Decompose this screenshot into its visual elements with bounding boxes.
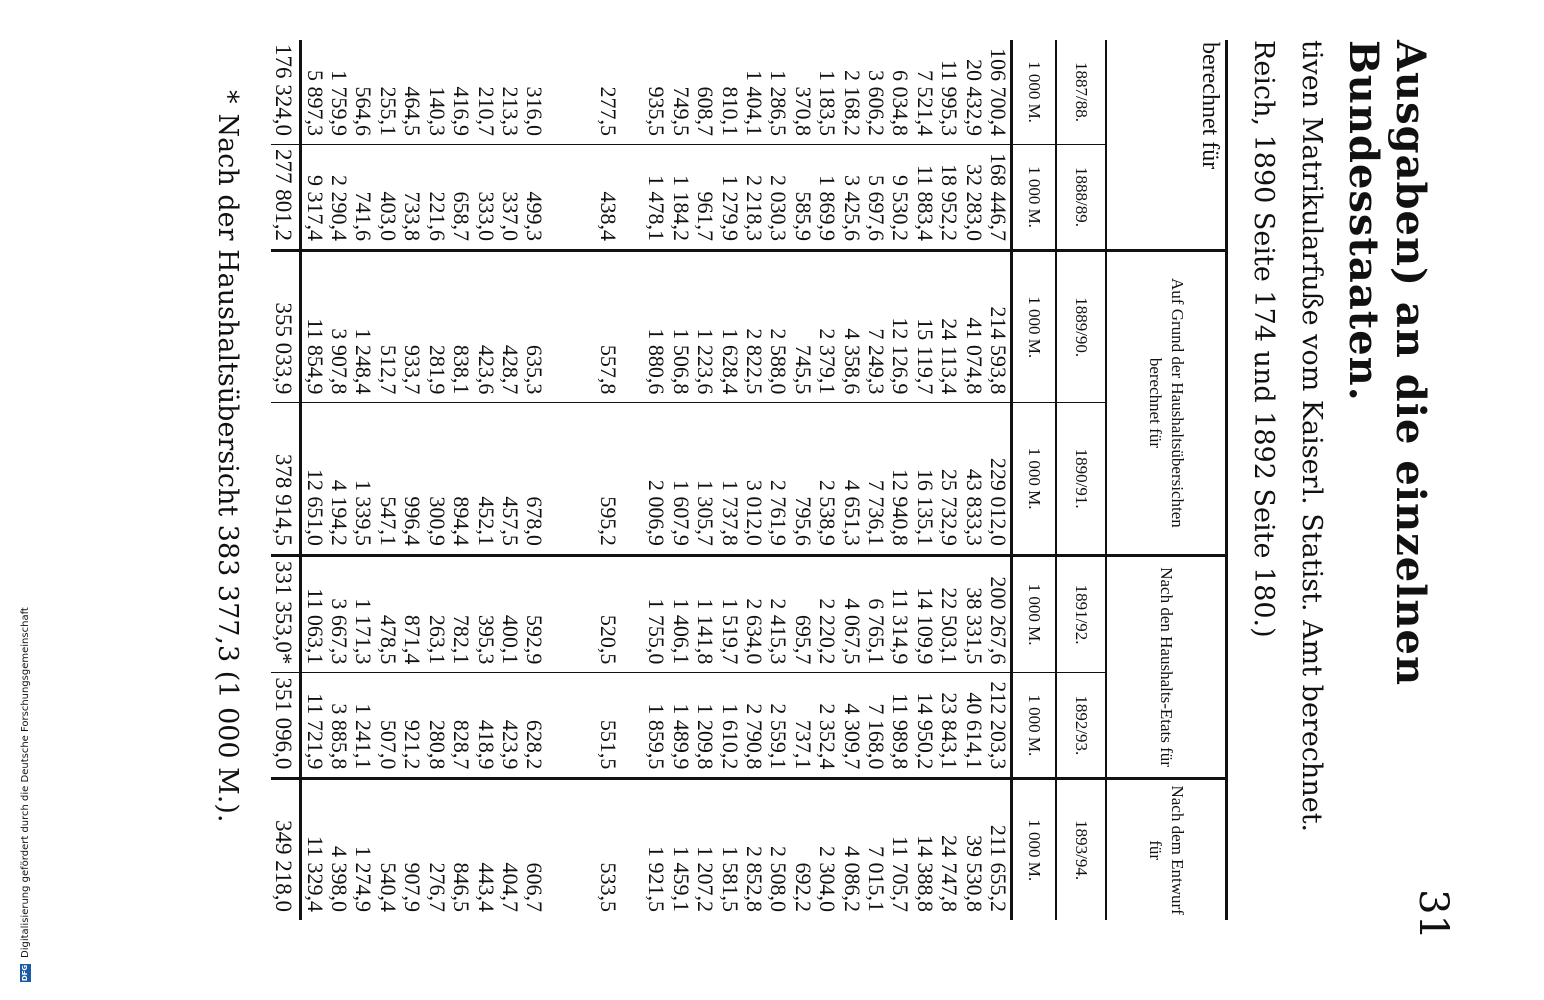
table-cell: 795,6	[790, 403, 814, 555]
table-row	[375, 40, 399, 920]
table-cell: 11 721,9	[301, 673, 327, 779]
total-cell: 355 033,9	[271, 251, 301, 403]
table-row	[766, 40, 790, 920]
table-cell	[546, 779, 570, 920]
table-row	[912, 40, 936, 920]
table-cell: 23 843,1	[937, 673, 961, 779]
table-cell: 533,5	[595, 779, 619, 920]
table-cell: 2 822,5	[742, 251, 766, 403]
table-cell: 810,1	[717, 86, 743, 136]
table-cell: 20 432,9	[961, 59, 987, 136]
table-cell	[546, 403, 570, 555]
table-cell: 737,1	[790, 673, 814, 779]
table-row	[839, 40, 863, 920]
table-cell: 1 478,1	[644, 145, 668, 251]
table-cell: 838,1	[449, 251, 473, 403]
table-row	[937, 40, 961, 920]
header-berechnet: berechnet für	[1197, 42, 1223, 170]
table-cell: 11 329,4	[301, 779, 327, 920]
table-cell: 2 006,9	[644, 403, 668, 555]
table-cell: 2 220,2	[815, 555, 839, 673]
table-row	[864, 40, 888, 920]
table-cell: 507,0	[375, 673, 399, 779]
table-cell: 3 885,8	[327, 673, 351, 779]
table-cell: 11 705,7	[888, 779, 912, 920]
unit-header: 1 000 M.	[1012, 40, 1057, 145]
totals-row	[271, 40, 301, 920]
header-group-haushaltsuebersichten: Auf Grund der Haushaltsübersichten berechnet für	[1106, 251, 1227, 556]
table-cell: 628,2	[522, 673, 546, 779]
table-row	[790, 40, 814, 920]
table-cell: 2 415,3	[766, 555, 790, 673]
table-row	[986, 40, 1012, 920]
table-cell: 585,9	[790, 145, 814, 251]
table-cell: 14 950,2	[912, 673, 936, 779]
table-cell: 4 309,7	[839, 673, 863, 779]
table-cell: 140,3	[424, 86, 450, 136]
unit-header: 1 000 M.	[1012, 145, 1057, 251]
table-cell: 1 404,1	[741, 70, 767, 136]
table-cell: 1 459,1	[668, 779, 692, 920]
table-cell: 745,5	[790, 251, 814, 403]
table-cell: 695,7	[790, 555, 814, 673]
table-cell: 557,8	[595, 251, 619, 403]
table-cell: 1 737,8	[717, 403, 741, 555]
table-row	[668, 40, 692, 920]
table-cell: 4 194,2	[327, 403, 351, 555]
subtitle-line-1: tiven Matrikularfuße vom Kaiserl. Statist. Amt berechnet.	[1296, 40, 1327, 833]
table-row	[498, 40, 522, 920]
unit-header: 1 000 M.	[1012, 673, 1057, 779]
table-row	[449, 40, 473, 920]
table-cell: 1 759,9	[327, 70, 353, 136]
table-cell: 14 388,8	[912, 779, 936, 920]
total-cell: 351 096,0	[271, 673, 301, 779]
table-cell: 316,0	[522, 86, 548, 136]
year-header: 1887/88.	[1056, 40, 1106, 145]
table-cell: 6 765,1	[864, 555, 888, 673]
table-cell: 3 667,3	[327, 555, 351, 673]
table-row-empty	[546, 40, 570, 920]
table-row	[351, 40, 375, 920]
table-cell: 782,1	[449, 555, 473, 673]
header-group-entwurf: Nach dem Entwurf für	[1106, 779, 1227, 920]
table-cell: 9 317,4	[301, 145, 327, 251]
table-cell: 2 030,3	[766, 145, 790, 251]
table-cell: 212 203,3	[986, 673, 1012, 779]
budget-table	[271, 40, 1228, 920]
year-header: 1891/92.	[1056, 555, 1106, 673]
table-cell: 18 952,2	[937, 145, 961, 251]
table-cell: 24 113,4	[937, 251, 961, 403]
table-cell: 921,2	[400, 673, 424, 779]
table-cell: 2 790,8	[742, 673, 766, 779]
unit-header: 1 000 M.	[1012, 403, 1057, 555]
table-cell: 11 989,8	[888, 673, 912, 779]
table-row-empty	[571, 40, 595, 920]
table-cell: 1 628,4	[717, 251, 741, 403]
table-row	[815, 40, 839, 920]
table-cell: 1 183,5	[815, 70, 841, 136]
table-row	[888, 40, 912, 920]
table-cell: 1 880,6	[644, 251, 668, 403]
table-cell: 12 126,9	[888, 251, 912, 403]
table-cell: 2 304,0	[815, 779, 839, 920]
table-cell: 733,8	[400, 145, 424, 251]
table-cell	[546, 673, 570, 779]
table-cell: 2 559,1	[766, 673, 790, 779]
table-row	[424, 40, 448, 920]
table-cell: 464,5	[400, 86, 426, 136]
table-cell	[571, 403, 595, 555]
table-cell: 9 530,2	[888, 145, 912, 251]
table-cell: 4 358,6	[839, 251, 863, 403]
table-cell: 395,3	[473, 555, 497, 673]
table-cell: 11 063,1	[301, 555, 327, 673]
table-row	[301, 40, 327, 920]
table-row	[400, 40, 424, 920]
table-cell	[546, 145, 570, 251]
table-row	[522, 40, 546, 920]
table-cell: 200 267,6	[986, 555, 1012, 673]
table-cell: 933,7	[400, 251, 424, 403]
table-cell: 1 171,3	[351, 555, 375, 673]
table-cell: 457,5	[498, 403, 522, 555]
table-cell: 11 314,9	[888, 555, 912, 673]
header-group-haushalts-etats: Nach den Haushalts-Etats für	[1106, 555, 1227, 779]
table-cell	[571, 673, 595, 779]
table-cell: 2 852,8	[742, 779, 766, 920]
table-cell: 2 290,4	[327, 145, 351, 251]
table-cell: 7 736,1	[864, 403, 888, 555]
table-cell	[620, 673, 644, 779]
table-cell: 24 747,8	[937, 779, 961, 920]
footnote-text: Nach der Haushaltsübersicht 383 377,3 (1 000 M.).	[211, 113, 243, 823]
table-cell: 4 086,2	[839, 779, 863, 920]
table-cell: 276,7	[424, 779, 448, 920]
table-cell: 1 921,5	[644, 779, 668, 920]
table-cell	[571, 555, 595, 673]
table-cell: 2 379,1	[815, 251, 839, 403]
table-cell	[620, 403, 644, 555]
year-header: 1889/90.	[1056, 251, 1106, 403]
table-row	[742, 40, 766, 920]
table-cell: 404,7	[498, 779, 522, 920]
table-cell: 2 168,2	[839, 70, 865, 136]
subtitle-line-2: Reich, 1890 Seite 174 und 1892 Seite 180.)	[1248, 40, 1279, 638]
year-header: 1893/94.	[1056, 779, 1106, 920]
table-cell: 214 593,8	[986, 251, 1012, 403]
table-cell: 1 506,8	[668, 251, 692, 403]
table-cell: 996,4	[400, 403, 424, 555]
table-cell: 15 119,7	[912, 251, 936, 403]
table-cell: 337,0	[498, 145, 522, 251]
table-cell: 168 446,7	[986, 145, 1012, 251]
table-cell: 678,0	[522, 403, 546, 555]
table-cell: 1 184,2	[668, 145, 692, 251]
table-cell: 43 833,3	[961, 403, 985, 555]
table-cell	[546, 40, 570, 145]
year-header: 1892/93.	[1056, 673, 1106, 779]
table-cell	[546, 555, 570, 673]
table-cell: 255,1	[375, 86, 401, 136]
table-cell: 1 141,8	[693, 555, 717, 673]
table-cell: 3 606,2	[863, 70, 889, 136]
table-cell	[571, 251, 595, 403]
table-cell: 7 168,0	[864, 673, 888, 779]
table-cell: 12 940,8	[888, 403, 912, 555]
table-cell: 1 209,8	[693, 673, 717, 779]
table-cell: 11 883,4	[912, 145, 936, 251]
table-cell	[620, 779, 644, 920]
table-cell: 16 135,1	[912, 403, 936, 555]
table-cell	[620, 251, 644, 403]
table-cell: 1 607,9	[668, 403, 692, 555]
table-cell: 106 700,4	[986, 48, 1011, 136]
table-cell: 2 588,0	[766, 251, 790, 403]
table-cell: 400,1	[498, 555, 522, 673]
footnote	[212, 90, 243, 960]
total-cell: 277 801,2	[271, 145, 301, 251]
table-cell: 4 067,5	[839, 555, 863, 673]
table-cell: 3 907,8	[327, 251, 351, 403]
table-cell: 1 489,9	[668, 673, 692, 779]
table-cell: 741,6	[351, 145, 375, 251]
table-cell: 221,6	[424, 145, 448, 251]
table-cell	[571, 145, 595, 251]
table-cell: 3 012,0	[742, 403, 766, 555]
unit-header: 1 000 M.	[1012, 779, 1057, 920]
unit-header: 1 000 M.	[1012, 251, 1057, 403]
table-row	[961, 40, 985, 920]
table-cell: 1 869,9	[815, 145, 839, 251]
table-cell: 6 034,8	[888, 70, 914, 136]
table-cell: 7 521,4	[912, 70, 938, 136]
table-cell: 1 859,5	[644, 673, 668, 779]
table-cell: 263,1	[424, 555, 448, 673]
table-cell: 11 995,3	[937, 59, 963, 136]
table-cell: 416,9	[449, 86, 475, 136]
table-cell	[620, 40, 644, 145]
table-cell: 210,7	[473, 86, 499, 136]
table-cell: 846,5	[449, 779, 473, 920]
table-cell: 370,8	[790, 86, 816, 136]
table-cell: 418,9	[473, 673, 497, 779]
table-cell: 608,7	[693, 86, 719, 136]
table-cell: 2 218,3	[742, 145, 766, 251]
table-row	[693, 40, 717, 920]
table-cell: 5 697,6	[864, 145, 888, 251]
table-cell: 1 610,2	[717, 673, 741, 779]
total-cell: 331 353,0*	[271, 555, 301, 673]
table-cell: 281,9	[424, 251, 448, 403]
table-cell: 25 732,9	[937, 403, 961, 555]
table-cell: 478,5	[375, 555, 399, 673]
table-cell: 443,4	[473, 779, 497, 920]
table-row	[327, 40, 351, 920]
table-cell: 22 503,1	[937, 555, 961, 673]
table-row-empty	[620, 40, 644, 920]
table-cell: 635,3	[522, 251, 546, 403]
table-cell: 547,1	[375, 403, 399, 555]
table-cell: 961,7	[693, 145, 717, 251]
total-cell: 378 914,5	[271, 403, 301, 555]
table-cell: 692,2	[790, 779, 814, 920]
table-cell: 1 581,5	[717, 779, 741, 920]
table-cell: 1 274,9	[351, 779, 375, 920]
table-cell: 512,7	[375, 251, 399, 403]
table-cell	[571, 40, 595, 145]
table-cell: 595,2	[595, 403, 619, 555]
table-cell: 749,5	[668, 86, 694, 136]
table-cell	[620, 555, 644, 673]
table-cell: 4 651,3	[839, 403, 863, 555]
table-cell: 1 279,9	[717, 145, 741, 251]
table-cell: 592,9	[522, 555, 546, 673]
table-cell: 1 519,7	[717, 555, 741, 673]
table-cell: 41 074,8	[961, 251, 985, 403]
table-cell: 277,5	[595, 86, 621, 136]
table-cell: 213,3	[497, 86, 523, 136]
table-cell: 1 406,1	[668, 555, 692, 673]
table-cell: 211 655,2	[986, 779, 1012, 920]
table-cell: 551,5	[595, 673, 619, 779]
table-cell: 935,5	[644, 86, 670, 136]
table-cell: 499,3	[522, 145, 546, 251]
page-title: Ausgaben) an die einzelnen Bundesstaaten.	[1340, 40, 1434, 687]
table-cell: 1 207,2	[693, 779, 717, 920]
table-cell: 300,9	[424, 403, 448, 555]
table-cell: 606,7	[522, 779, 546, 920]
table-cell: 894,4	[449, 403, 473, 555]
table-cell: 423,9	[498, 673, 522, 779]
table-cell: 907,9	[400, 779, 424, 920]
table-cell: 1 755,0	[644, 555, 668, 673]
table-row	[717, 40, 741, 920]
table-cell: 14 109,9	[912, 555, 936, 673]
table-cell: 428,7	[498, 251, 522, 403]
table-cell: 871,4	[400, 555, 424, 673]
table-cell: 1 339,5	[351, 403, 375, 555]
year-header: 1888/89.	[1056, 145, 1106, 251]
table-cell: 38 331,5	[961, 555, 985, 673]
table-cell: 452,1	[473, 403, 497, 555]
table-row	[644, 40, 668, 920]
table-cell: 40 614,1	[961, 673, 985, 779]
page-number: 31	[1410, 889, 1456, 940]
table-cell: 7 015,1	[864, 779, 888, 920]
table-row	[595, 40, 619, 920]
table-cell: 540,4	[375, 779, 399, 920]
table-cell: 2 538,9	[815, 403, 839, 555]
credit-text: Digitalisierung gefördert durch die Deutsche Forschungsgemeinschaft	[19, 607, 31, 958]
table-cell: 2 634,0	[742, 555, 766, 673]
year-header: 1890/91.	[1056, 403, 1106, 555]
total-cell: 349 218,0	[271, 779, 301, 920]
digitization-credit	[14, 0, 36, 1000]
unit-header: 1 000 M.	[1012, 555, 1057, 673]
table-cell: 438,4	[595, 145, 619, 251]
table-cell: 1 241,1	[351, 673, 375, 779]
table-cell: 2 508,0	[766, 779, 790, 920]
table-cell: 12 651,0	[301, 403, 327, 555]
table-cell	[620, 145, 644, 251]
table-row	[473, 40, 497, 920]
table-cell: 1 305,7	[693, 403, 717, 555]
table-cell: 11 854,9	[301, 251, 327, 403]
table-cell: 658,7	[449, 145, 473, 251]
total-cell: 176 324,0	[271, 40, 301, 145]
table-cell: 828,7	[449, 673, 473, 779]
table-cell: 333,0	[473, 145, 497, 251]
table-cell: 7 249,3	[864, 251, 888, 403]
table-cell: 403,0	[375, 145, 399, 251]
table-cell: 1 286,5	[766, 70, 792, 136]
table-cell: 564,6	[351, 86, 377, 136]
table-cell: 280,8	[424, 673, 448, 779]
table-cell: 229 012,0	[986, 403, 1012, 555]
table-body	[271, 40, 1012, 920]
table-cell	[571, 779, 595, 920]
table-cell: 1 223,6	[693, 251, 717, 403]
table-cell: 520,5	[595, 555, 619, 673]
table-cell: 423,6	[473, 251, 497, 403]
dfg-logo-icon: DFG	[20, 964, 29, 982]
table-cell: 1 248,4	[351, 251, 375, 403]
table-cell: 39 530,8	[961, 779, 985, 920]
table-cell: 3 425,6	[839, 145, 863, 251]
table-cell: 4 398,0	[327, 779, 351, 920]
footnote-marker: *	[211, 90, 243, 104]
table-cell: 2 352,4	[815, 673, 839, 779]
table-cell	[546, 251, 570, 403]
table-cell: 2 761,9	[766, 403, 790, 555]
table-cell: 5 897,3	[302, 70, 328, 136]
table-cell: 32 283,0	[961, 145, 985, 251]
